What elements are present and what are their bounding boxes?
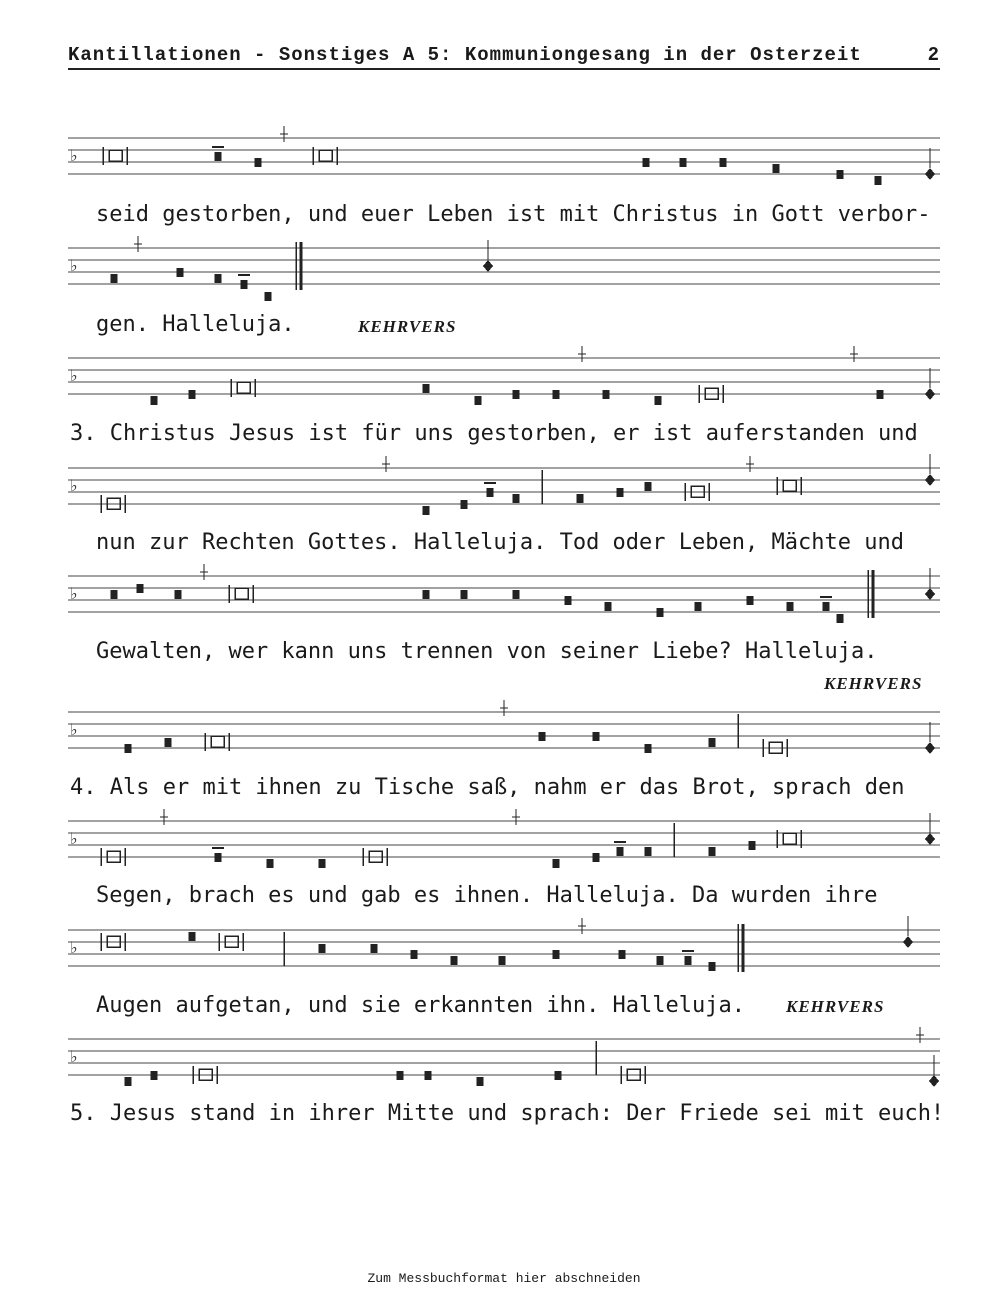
note: [215, 274, 222, 283]
note: [875, 176, 882, 185]
lyric-line-5: Gewalten, wer kann uns trennen von seiner Liebe? Halleluja.: [96, 639, 878, 664]
recitation-note: [783, 480, 796, 491]
note: [645, 847, 652, 856]
note: [125, 1077, 132, 1086]
note: [423, 506, 430, 515]
flat-sign: ♭: [70, 1047, 78, 1066]
kehrvers-label: KEHRVERS: [358, 317, 457, 336]
note: [709, 962, 716, 971]
note: [837, 614, 844, 623]
note: [165, 738, 172, 747]
note: [267, 859, 274, 868]
note: [593, 853, 600, 862]
note: [255, 158, 262, 167]
note: [423, 384, 430, 393]
note: [617, 847, 624, 856]
final-note: [925, 833, 935, 845]
note: [513, 590, 520, 599]
note: [189, 932, 196, 941]
note: [111, 590, 118, 599]
note: [709, 738, 716, 747]
note: [487, 488, 494, 497]
header-title: Kantillationen - Sonstiges A 5: Kommuniongesang in der Osterzeit: [68, 44, 862, 66]
note: [411, 950, 418, 959]
final-note: [925, 388, 935, 400]
flat-sign: ♭: [70, 720, 78, 739]
kehrvers-label: KEHRVERS: [786, 997, 885, 1016]
note: [425, 1071, 432, 1080]
lyric-line-3: 3. Christus Jesus ist für uns gestorben, er ist auferstanden und: [70, 421, 918, 446]
final-note: [929, 1075, 939, 1087]
lyric-line-2: gen. Halleluja.: [96, 312, 295, 337]
note: [695, 602, 702, 611]
note: [645, 482, 652, 491]
note: [539, 732, 546, 741]
note: [643, 158, 650, 167]
note: [680, 158, 687, 167]
note: [151, 396, 158, 405]
final-note: [483, 260, 493, 272]
note: [773, 164, 780, 173]
lyric-line-8: Augen aufgetan, und sie erkannten ihn. Halleluja.: [96, 993, 746, 1018]
final-note: [925, 742, 935, 754]
note: [593, 732, 600, 741]
note: [603, 390, 610, 399]
recitation-note: [211, 736, 224, 747]
staff-9: [68, 1033, 940, 1085]
note: [423, 590, 430, 599]
note: [151, 1071, 158, 1080]
note: [655, 396, 662, 405]
recitation-note: [109, 150, 122, 161]
note: [451, 956, 458, 965]
note: [513, 390, 520, 399]
note: [125, 744, 132, 753]
recitation-note: [237, 382, 250, 393]
final-note: [903, 936, 913, 948]
lyric-line-7: Segen, brach es und gab es ihnen. Halleluja. Da wurden ihre: [96, 883, 878, 908]
footer-note: Zum Messbuchformat hier abschneiden: [367, 1271, 641, 1286]
note: [617, 488, 624, 497]
note: [749, 841, 756, 850]
note: [605, 602, 612, 611]
recitation-note: [783, 833, 796, 844]
note: [461, 590, 468, 599]
note: [787, 602, 794, 611]
note: [657, 608, 664, 617]
note: [461, 500, 468, 509]
lyric-line-4: nun zur Rechten Gottes. Halleluja. Tod oder Leben, Mächte und: [96, 530, 904, 555]
note: [619, 950, 626, 959]
note: [877, 390, 884, 399]
lyric-line-9: 5. Jesus stand in ihrer Mitte und sprach: Der Friede sei mit euch!: [70, 1101, 945, 1126]
staff-2: [68, 242, 940, 294]
note: [265, 292, 272, 301]
note: [645, 744, 652, 753]
note: [555, 1071, 562, 1080]
flat-sign: ♭: [70, 366, 78, 385]
note: [477, 1077, 484, 1086]
note: [371, 944, 378, 953]
final-note: [925, 588, 935, 600]
note: [553, 950, 560, 959]
note: [475, 396, 482, 405]
staff-1: [68, 132, 940, 184]
note: [177, 268, 184, 277]
staff-7: [68, 815, 940, 867]
note: [513, 494, 520, 503]
note: [577, 494, 584, 503]
staff-6: [68, 706, 940, 758]
flat-sign: ♭: [70, 584, 78, 603]
note: [111, 274, 118, 283]
note: [215, 853, 222, 862]
page-number: 2: [927, 44, 940, 66]
final-note: [925, 474, 935, 486]
note: [319, 859, 326, 868]
flat-sign: ♭: [70, 829, 78, 848]
final-note: [925, 168, 935, 180]
note: [189, 390, 196, 399]
note: [553, 390, 560, 399]
note: [499, 956, 506, 965]
note: [685, 956, 692, 965]
staff-5: [68, 570, 940, 622]
flat-sign: ♭: [70, 938, 78, 957]
flat-sign: ♭: [70, 146, 78, 165]
note: [319, 944, 326, 953]
note: [747, 596, 754, 605]
flat-sign: ♭: [70, 476, 78, 495]
note: [397, 1071, 404, 1080]
note: [175, 590, 182, 599]
note: [241, 280, 248, 289]
note: [553, 859, 560, 868]
recitation-note: [235, 588, 248, 599]
note: [215, 152, 222, 161]
lyric-line-1: seid gestorben, und euer Leben ist mit Christus in Gott verbor-: [96, 202, 931, 227]
note: [565, 596, 572, 605]
lyric-line-6: 4. Als er mit ihnen zu Tische saß, nahm er das Brot, sprach den: [70, 775, 905, 800]
note: [823, 602, 830, 611]
staff-8: [68, 924, 940, 976]
note: [709, 847, 716, 856]
note: [657, 956, 664, 965]
recitation-note: [319, 150, 332, 161]
staff-4: [68, 462, 940, 514]
flat-sign: ♭: [70, 256, 78, 275]
page-header: [68, 44, 940, 70]
note: [137, 584, 144, 593]
note: [837, 170, 844, 179]
kehrvers-label: KEHRVERS: [824, 674, 923, 693]
staff-3: [68, 352, 940, 404]
note: [720, 158, 727, 167]
